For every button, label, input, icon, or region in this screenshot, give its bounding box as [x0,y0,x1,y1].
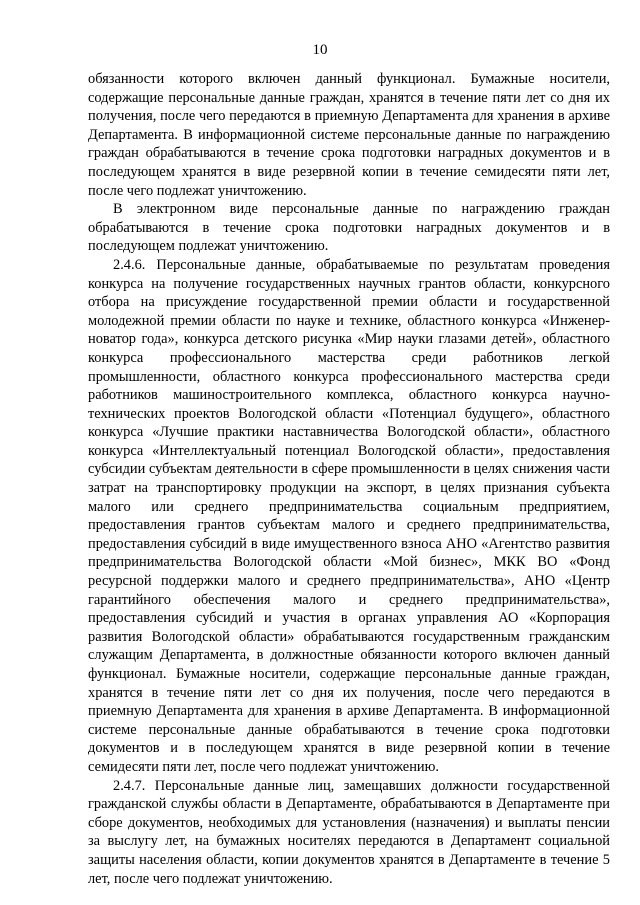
paragraph-continuation: обязанности которого включен данный функционал. Бумажные носители, содержащие персональные данные граждан, хранятся в течение пяти лет со дня их получения, после чего передаются в приемную Департамента для хранения в архиве Департамента. В информационной системе персональные данные по награждению граждан обрабатываются в течение срока подготовки наградных документов и в последующем хранятся в виде резервной копии в течение семидесяти пяти лет, после чего подлежат уничтожению. [88,71,610,199]
paragraph-2-4-7: 2.4.7. Персональные данные лиц, замещавших должности государственной гражданской службы области в Департаменте, обрабатываются в Департаменте при сборе документов, необходимых для установления (назначения) и выплаты пенсии за выслугу лет, на бумажных носителях передаются в Департамент социальной защиты населения области, копии документов хранятся в Департаменте в течение 5 лет, после чего подлежат уничтожению. [88,777,610,887]
document-body [88,70,610,888]
page-number: 10 [312,42,328,58]
paragraph-2-4-6: 2.4.6. Персональные данные, обрабатываемые по результатам проведения конкурса на получение государственных научных грантов области, конкурсного отбора на присуждение государственной премии области и государственной молодежной премии области по науке и технике, областного конкурса «Инженер-новатор года», конкурса детского рисунка «Мир науки глазами детей», областного конкурса профессионального мастерства среди работников легкой промышленности, областного конкурса профессионального мастерства среди работников машиностроительного комплекса, областного конкурса научно-технических проектов Вологодской области «Потенциал будущего», областного конкурса «Лучшие практики наставничества Вологодской области», областного конкурса «Интеллектуальный потенциал Вологодской области», предоставления субсидии субъектам деятельности в сфере промышленности в целях снижения части затрат на транспортировку продукции на экспорт, в целях признания субъекта малого или среднего предпринимательства социальным предприятием, предоставления грантов субъектам малого и среднего предпринимательства, предоставления субсидий в виде имущественного взноса АНО «Агентство развития предпринимательства Вологодской области «Мой бизнес», МКК ВО «Фонд ресурсной поддержки малого и среднего предпринимательства», АНО «Центр гарантийного обеспечения малого и среднего предпринимательства», предоставления субсидий и участия в органах управления АО «Корпорация развития Вологодской области» обрабатываются государственным гражданским служащим Департамента, в должностные обязанности которого включен данный функционал. Бумажные носители, содержащие персональные данные граждан, хранятся в течение пяти лет со дня их получения, после чего передаются в приемную Департамента для хранения в архиве Департамента. В информационной системе персональные данные обрабатываются в течение срока подготовки документов и в последующем хранятся в виде резервной копии в течение семидесяти пяти лет, после чего подлежат уничтожению. [88,256,610,775]
paragraph-electronic-data: В электронном виде персональные данные по награждению граждан обрабатываются в течение срока подготовки наградных документов и в последующем подлежат уничтожению. [88,201,610,255]
